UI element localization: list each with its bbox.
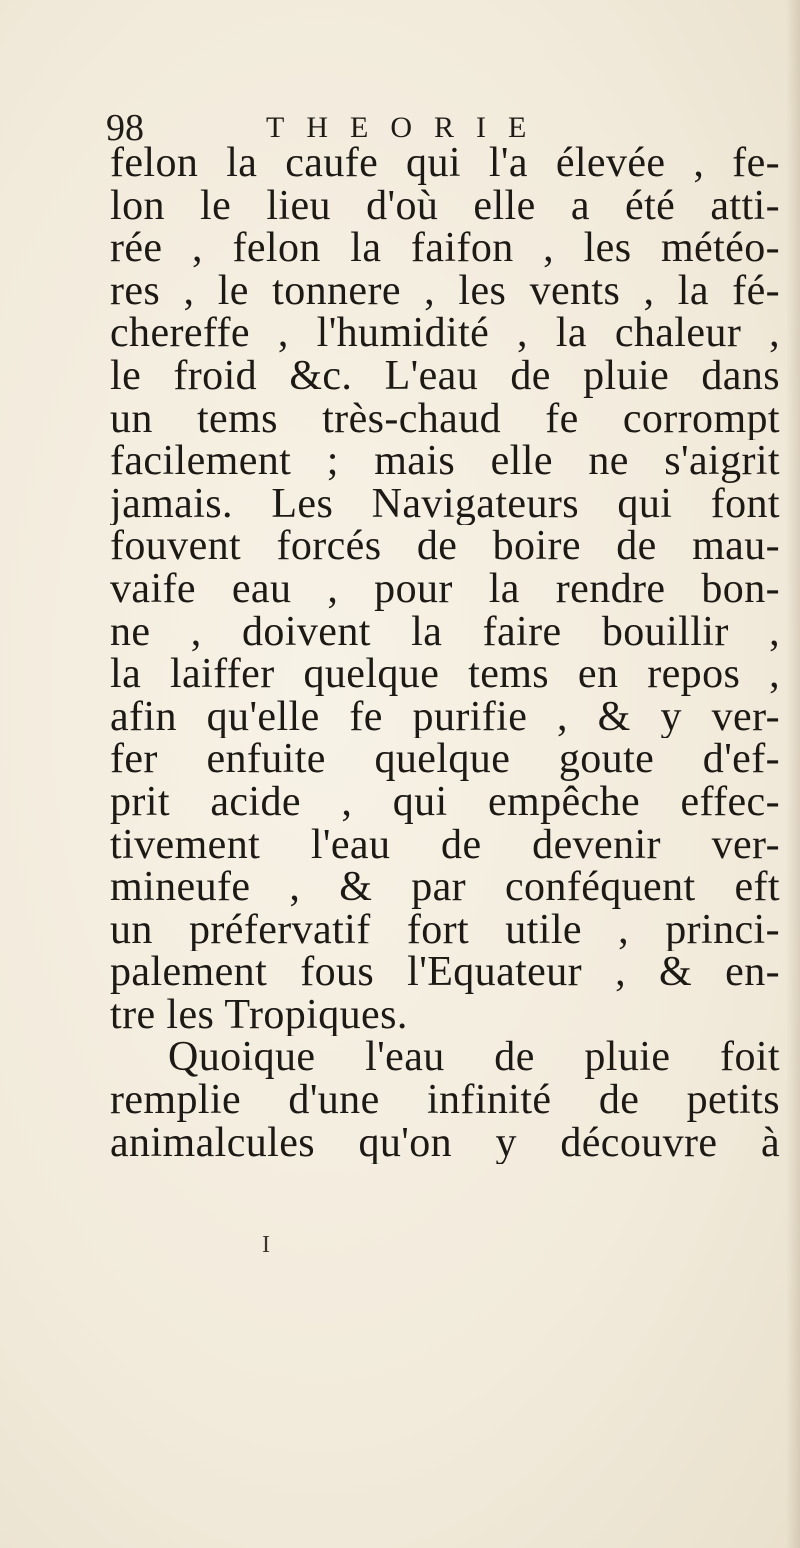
text-line: tre les Tropiques. xyxy=(110,993,408,1037)
text-line: animalcules qu'on y découvre à xyxy=(110,1121,780,1165)
text-line: prit acide , qui empêche effec- xyxy=(110,780,780,824)
page-number: 98 xyxy=(106,107,144,149)
text-line: felon la caufe qui l'a élevée , fe- xyxy=(110,142,780,185)
text-line: tivement l'eau de devenir ver- xyxy=(110,823,780,867)
text-line: palement fous l'Equateur , & en- xyxy=(110,951,780,994)
text-line: fouvent forcés de boire de mau- xyxy=(110,525,780,568)
text-line: la laiffer quelque tems en repos , xyxy=(110,653,780,696)
text-line: Quoique l'eau de pluie foit xyxy=(168,1036,780,1080)
text-line: chereffe , l'humidité , la chaleur , xyxy=(110,312,780,355)
text-line: facilement ; mais elle ne s'aigrit xyxy=(110,440,780,483)
text-line: vaife eau , pour la rendre bon- xyxy=(110,567,780,611)
text-line: lon le lieu d'où elle a été atti- xyxy=(110,184,780,228)
running-title: THEORIE xyxy=(266,111,549,144)
text-line: remplie d'une infinité de petits xyxy=(110,1079,780,1122)
text-line: afin qu'elle fe purifie , & y ver- xyxy=(110,695,780,739)
text-line: mineufe , & par conféquent eft xyxy=(110,866,780,909)
text-line: un tems très-chaud fe corrompt xyxy=(110,397,780,441)
body-text xyxy=(110,142,780,1164)
page-edge-shadow xyxy=(786,0,800,1548)
text-line: jamais. Les Navigateurs qui font xyxy=(110,482,780,526)
text-line: rée , felon la faifon , les météo- xyxy=(110,227,780,270)
text-line: ne , doivent la faire bouillir , xyxy=(110,610,780,654)
text-line: fer enfuite quelque goute d'ef- xyxy=(110,738,780,781)
text-line: le froid &c. L'eau de pluie dans xyxy=(110,354,780,398)
signature-mark: I xyxy=(262,1232,270,1258)
text-line: res , le tonnere , les vents , la fé- xyxy=(110,269,780,313)
text-line: un préfervatif fort utile , princi- xyxy=(110,908,780,952)
